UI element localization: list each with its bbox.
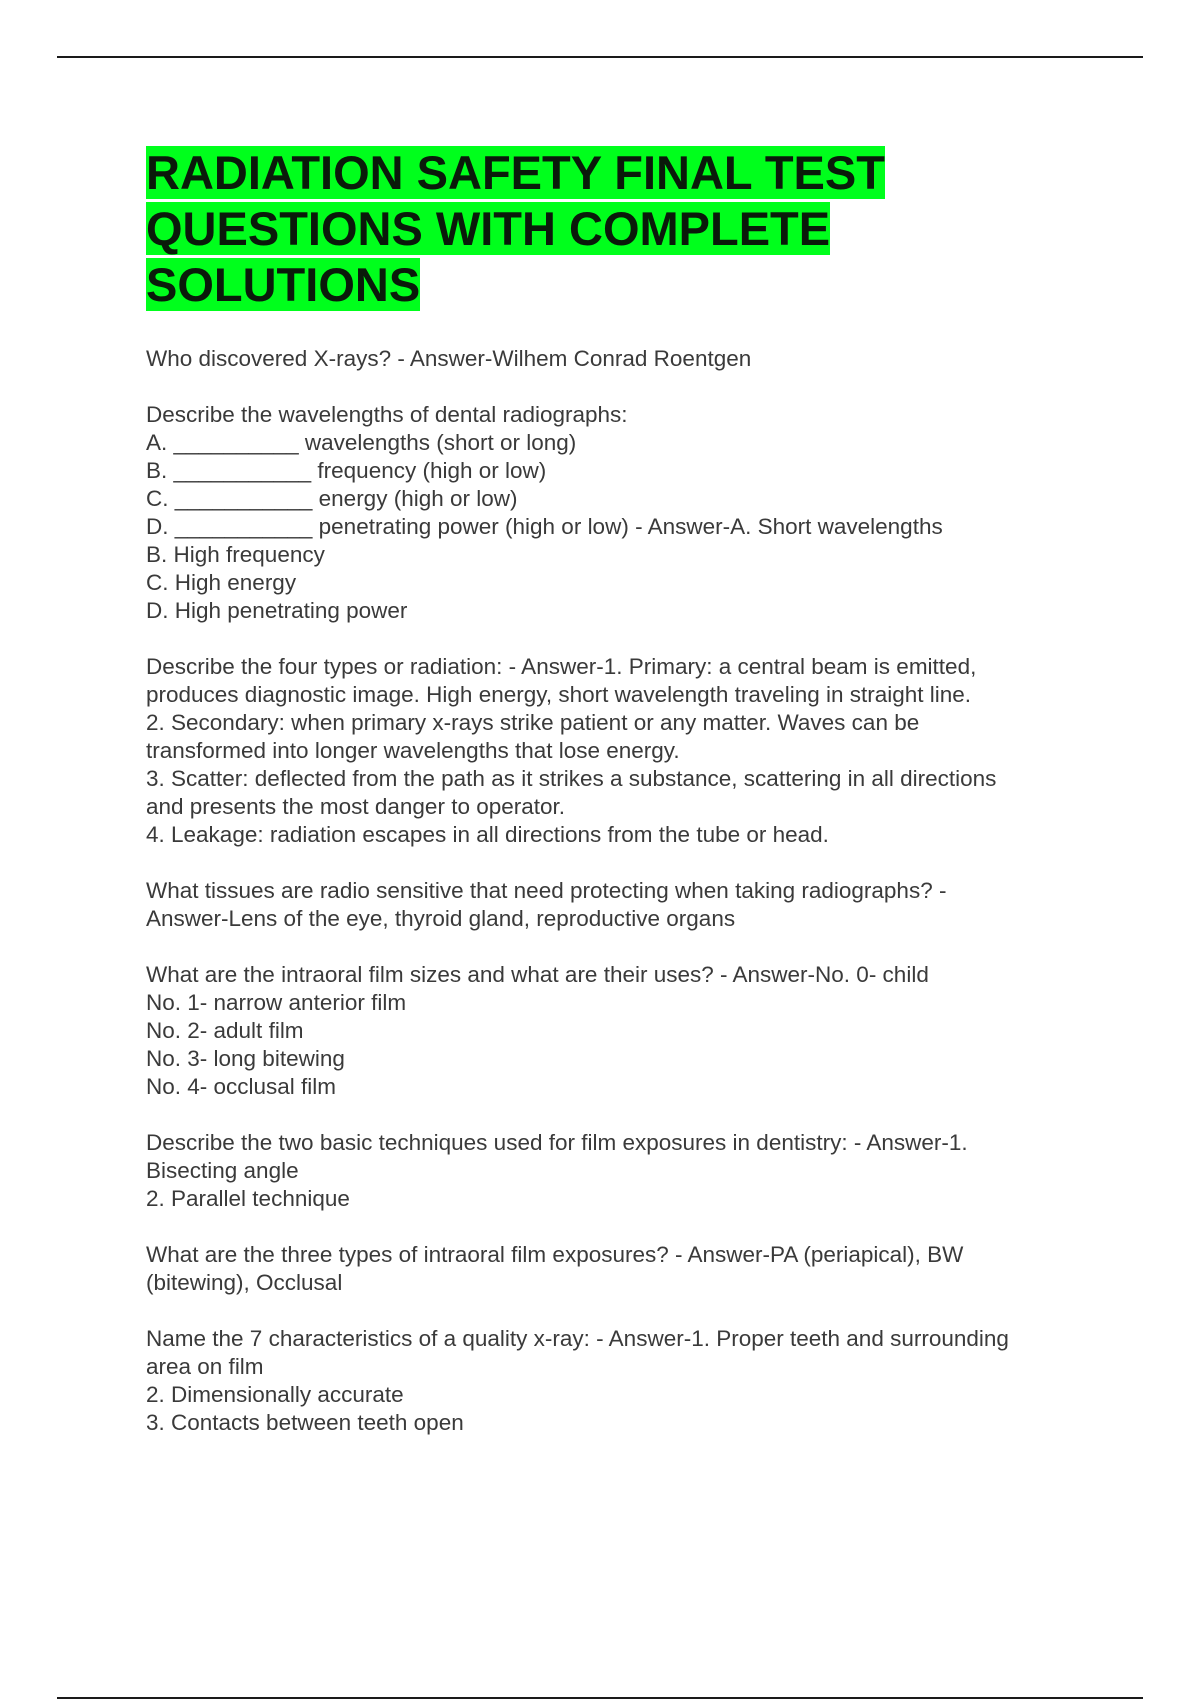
qa-line: (bitewing), Occlusal — [146, 1270, 343, 1295]
qa-line: Bisecting angle — [146, 1158, 299, 1183]
qa-line: No. 1- narrow anterior film — [146, 990, 407, 1015]
title-line: QUESTIONS WITH COMPLETE — [146, 202, 831, 255]
qa-entry — [146, 345, 1086, 373]
qa-line: 2. Dimensionally accurate — [146, 1382, 404, 1407]
qa-line: 3. Contacts between teeth open — [146, 1410, 464, 1435]
qa-line: Describe the two basic techniques used for film exposures in dentistry: - Answer-1. — [146, 1130, 968, 1155]
qa-line: D. ___________ penetrating power (high or low) - Answer-A. Short wavelengths — [146, 514, 943, 539]
qa-line: transformed into longer wavelengths that lose energy. — [146, 738, 680, 763]
qa-line: What are the three types of intraoral film exposures? - Answer-PA (periapical), BW — [146, 1242, 964, 1267]
qa-line: Answer-Lens of the eye, thyroid gland, reproductive organs — [146, 906, 736, 931]
qa-entry — [146, 401, 1086, 625]
qa-line: and presents the most danger to operator. — [146, 794, 566, 819]
qa-line: produces diagnostic image. High energy, short wavelength traveling in straight line. — [146, 682, 972, 707]
qa-line: 3. Scatter: deflected from the path as it strikes a substance, scattering in all directions — [146, 766, 997, 791]
qa-entry — [146, 1241, 1086, 1297]
qa-line: Name the 7 characteristics of a quality x-ray: - Answer-1. Proper teeth and surrounding — [146, 1326, 1009, 1351]
qa-line: C. ___________ energy (high or low) — [146, 486, 518, 511]
qa-entry — [146, 653, 1086, 849]
qa-line: What are the intraoral film sizes and what are their uses? - Answer-No. 0- child — [146, 962, 929, 987]
qa-line: No. 4- occlusal film — [146, 1074, 337, 1099]
qa-line: Describe the wavelengths of dental radiographs: — [146, 402, 628, 427]
qa-line: A. __________ wavelengths (short or long) — [146, 430, 577, 455]
qa-entry — [146, 877, 1086, 933]
title-line: SOLUTIONS — [146, 258, 421, 311]
qa-line: C. High energy — [146, 570, 297, 595]
document-title — [146, 145, 1086, 313]
title-line: RADIATION SAFETY FINAL TEST — [146, 146, 885, 199]
qa-line: Describe the four types or radiation: - Answer-1. Primary: a central beam is emitted, — [146, 654, 977, 679]
qa-entry — [146, 1129, 1086, 1213]
qa-line: B. High frequency — [146, 542, 325, 567]
qa-entry — [146, 961, 1086, 1101]
qa-line: Who discovered X-rays? - Answer-Wilhem Conrad Roentgen — [146, 346, 752, 371]
qa-line: 2. Secondary: when primary x-rays strike patient or any matter. Waves can be — [146, 710, 920, 735]
qa-line: What tissues are radio sensitive that need protecting when taking radiographs? - — [146, 878, 947, 903]
document-body — [146, 145, 1086, 1465]
qa-line: D. High penetrating power — [146, 598, 408, 623]
top-rule — [57, 56, 1143, 58]
qa-line: B. ___________ frequency (high or low) — [146, 458, 547, 483]
qa-line: 4. Leakage: radiation escapes in all directions from the tube or head. — [146, 822, 829, 847]
qa-line: No. 3- long bitewing — [146, 1046, 345, 1071]
qa-line: 2. Parallel technique — [146, 1186, 350, 1211]
qa-line: area on film — [146, 1354, 264, 1379]
bottom-rule — [57, 1697, 1143, 1699]
qa-entry — [146, 1325, 1086, 1437]
qa-line: No. 2- adult film — [146, 1018, 304, 1043]
